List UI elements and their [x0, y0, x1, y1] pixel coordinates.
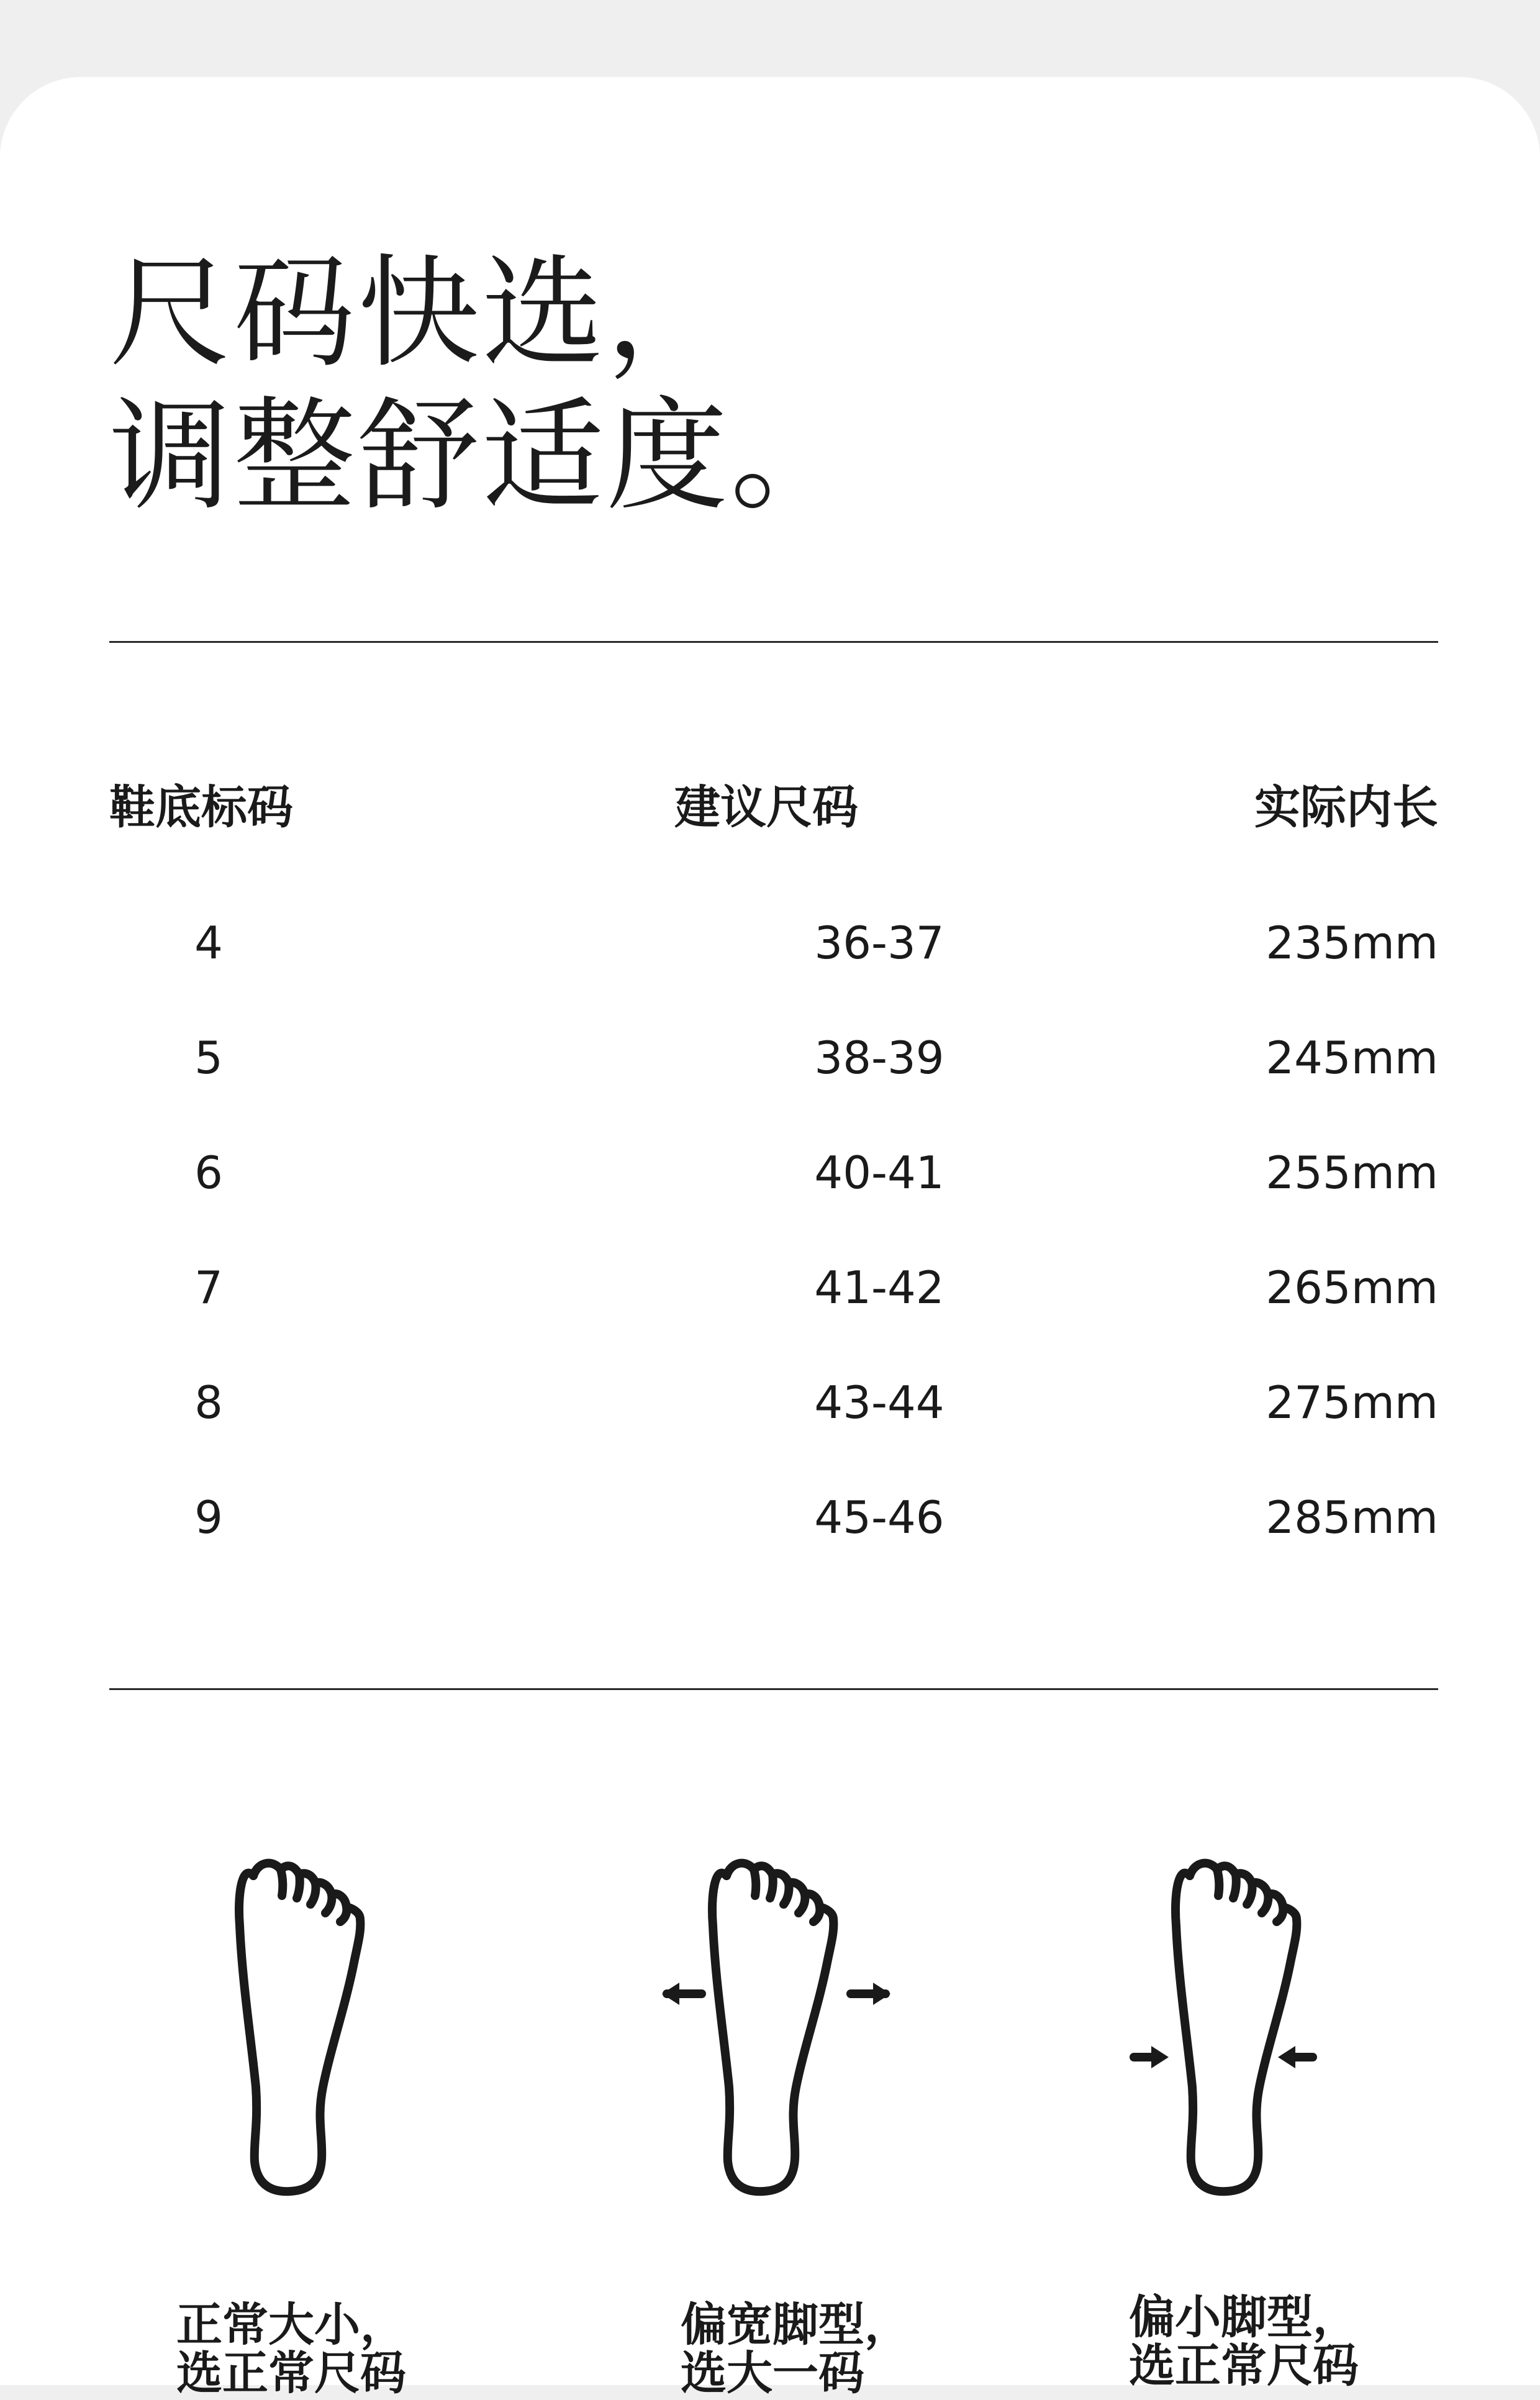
sole-size-cell: 6	[194, 1147, 223, 1199]
inner-length-cell: 275mm	[1266, 1376, 1438, 1429]
foot-guide-wide-caption	[681, 2298, 910, 2400]
table-row	[109, 1116, 1438, 1230]
caption-line-1: 偏小脚型，	[1129, 2291, 1359, 2344]
suggested-size-cell: 36-37	[814, 917, 944, 969]
suggested-size-cell: 38-39	[814, 1032, 944, 1084]
headline-line-1: 尺码快选，	[109, 243, 731, 384]
table-row	[109, 1001, 1438, 1116]
suggested-size-cell: 41-42	[814, 1261, 944, 1314]
caption-line-2: 选大一码	[681, 2347, 864, 2400]
table-row	[109, 1460, 1438, 1575]
column-header-inner-length: 实际内长	[1254, 781, 1438, 834]
column-header-sole-size: 鞋底标码	[109, 781, 293, 834]
table-row	[109, 1345, 1438, 1460]
foot-normal-icon	[224, 1851, 385, 2199]
inner-length-cell: 285mm	[1266, 1491, 1438, 1543]
foot-guide-normal	[224, 1851, 385, 2199]
sole-size-cell: 5	[194, 1032, 223, 1084]
sole-size-cell: 4	[194, 917, 223, 969]
suggested-size-cell: 40-41	[814, 1147, 944, 1199]
caption-line-2: 选正常尺码	[176, 2347, 406, 2400]
column-header-suggested-size: 建议尺码	[674, 781, 858, 834]
caption-line-1: 正常大小，	[176, 2298, 406, 2352]
suggested-size-cell: 45-46	[814, 1491, 944, 1543]
foot-guide-wide	[658, 1851, 894, 2199]
table-row	[109, 1230, 1438, 1345]
top-divider	[109, 641, 1438, 643]
inner-length-cell: 255mm	[1266, 1147, 1438, 1199]
foot-narrow-icon	[1128, 1851, 1320, 2199]
inner-length-cell: 245mm	[1266, 1032, 1438, 1084]
foot-guide-section	[0, 1851, 1540, 2400]
headline-line-2: 调整舒适度。	[109, 386, 855, 527]
sole-size-cell: 7	[194, 1261, 223, 1314]
table-body	[109, 886, 1438, 1575]
sole-size-cell: 8	[194, 1376, 223, 1429]
foot-guide-narrow	[1128, 1851, 1320, 2199]
table-header	[109, 770, 1438, 845]
bottom-divider	[109, 1688, 1438, 1690]
size-table	[109, 770, 1438, 1575]
caption-line-1: 偏宽脚型，	[681, 2298, 910, 2352]
foot-guide-normal-caption	[176, 2298, 406, 2400]
table-row	[109, 886, 1438, 1001]
foot-guide-narrow-caption	[1129, 2291, 1359, 2393]
foot-wide-icon	[658, 1851, 894, 2199]
inner-length-cell: 265mm	[1266, 1261, 1438, 1314]
inner-length-cell: 235mm	[1266, 917, 1438, 969]
caption-line-2: 选正常尺码	[1129, 2339, 1359, 2393]
sole-size-cell: 9	[194, 1491, 223, 1543]
page-headline	[109, 242, 854, 528]
suggested-size-cell: 43-44	[814, 1376, 944, 1429]
